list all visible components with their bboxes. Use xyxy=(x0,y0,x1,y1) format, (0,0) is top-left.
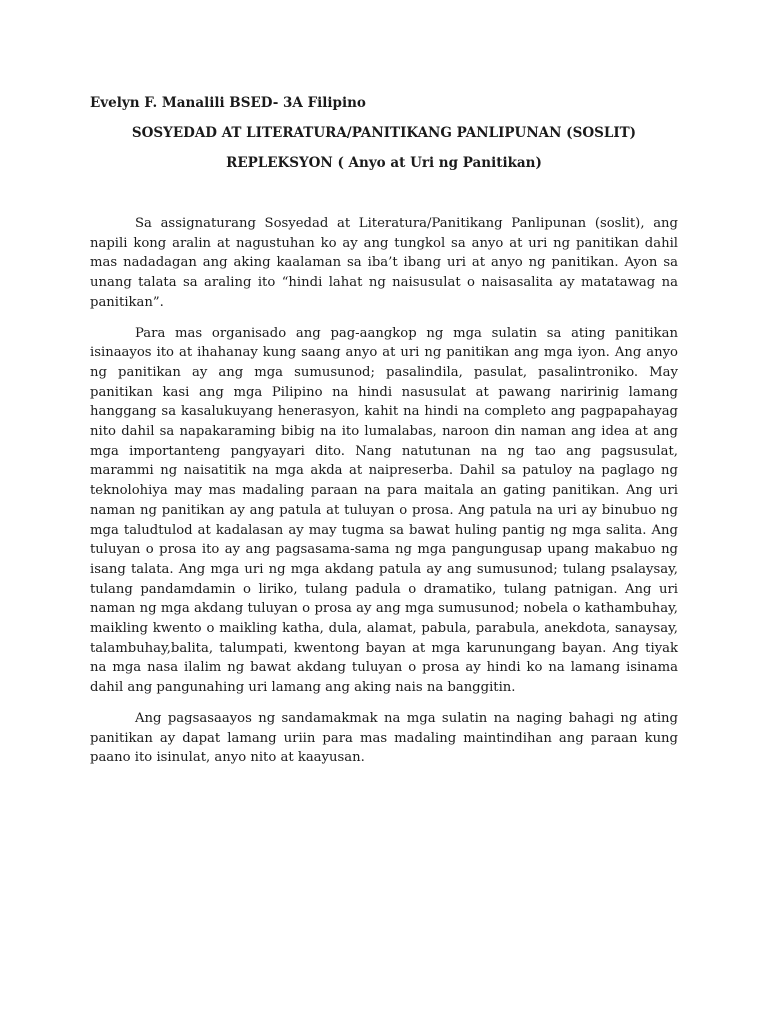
document-subtitle: REPLEKSYON ( Anyo at Uri ng Panitikan) xyxy=(226,155,542,171)
paragraph-1: Sa assignaturang Sosyedad at Literatura/Panitikang Panlipunan (soslit), ang napili kong aralin at nagustuhan ko ay ang tungkol sa anyo at uri ng panitikan dahil mas nadadagan ang aking kaalaman sa iba’t ibang uri at anyo ng panitikan. Ayon sa unang talata sa araling ito “hindi lahat ng naisusulat o naisasalita ay matatawag na panitikan”. xyxy=(90,216,678,310)
paragraph-2: Para mas organisado ang pag-aangkop ng mga sulatin sa ating panitikan isinaayos ito at ihahanay kung saang anyo at uri ng panitikan ang mga iyon. Ang anyo ng panitikan ay ang mga sumusunod; pasalindila, pasulat, pasalintroniko. May panitikan kasi ang mga Pilipino na hindi nasusulat at pawang naririnig lamang hanggang sa kasalukuyang henerasyon, kahit na hindi na completo ang pagpapahayag nito dahil sa napakaraming bibig na ito lumalabas, naroon din naman ang idea at ang mga importanteng pangyayari dito. Nang natutunan na ng tao ang pagsusulat, marammi ng naisatitik na mga akda at naipreserba. Dahil sa patuloy na paglago ng teknolohiya may mas madaling paraan na para maitala an gating panitikan. Ang uri naman ng panitikan ay ang patula at tuluyan o prosa. Ang patula na uri ay binubuo ng mga taludtulod at kadalasan ay may tugma sa bawat huling pantig ng mga salita. Ang tuluyan o prosa ito ay ang pagsasama-sama ng mga pangungusap upang makabuo ng isang talata. Ang mga uri ng mga akdang patula ay ang sumusunod; tulang psalaysay, tulang pandamdamin o liriko, tulang padula o dramatiko, tulang patnigan. Ang uri naman ng mga akdang tuluyan o prosa ay ang mga sumusunod; nobela o kathambuhay, maikling kwento o maikling katha, dula, alamat, pabula, parabula, anekdota, sanaysay, talambuhay,balita, talumpati, kwentong bayan at mga karunungang bayan. Ang tiyak na mga nasa ilalim ng bawat akdang tuluyan o prosa ay hindi ko na lamang isinama dahil ang pangunahing uri lamang ang aking nais na banggitin. xyxy=(90,325,678,696)
author-line: Evelyn F. Manalili BSED- 3A Filipino xyxy=(90,95,366,111)
document-page xyxy=(90,92,678,779)
document-title: SOSYEDAD AT LITERATURA/PANITIKANG PANLIPUNAN (SOSLIT) xyxy=(131,125,637,141)
paragraph-3: Ang pagsasaayos ng sandamakmak na mga sulatin na naging bahagi ng ating panitikan ay dapat lamang uriin para mas madaling maintindihan ang paraan kung paano ito isinulat, anyo nito at kaayusan. xyxy=(90,710,678,766)
